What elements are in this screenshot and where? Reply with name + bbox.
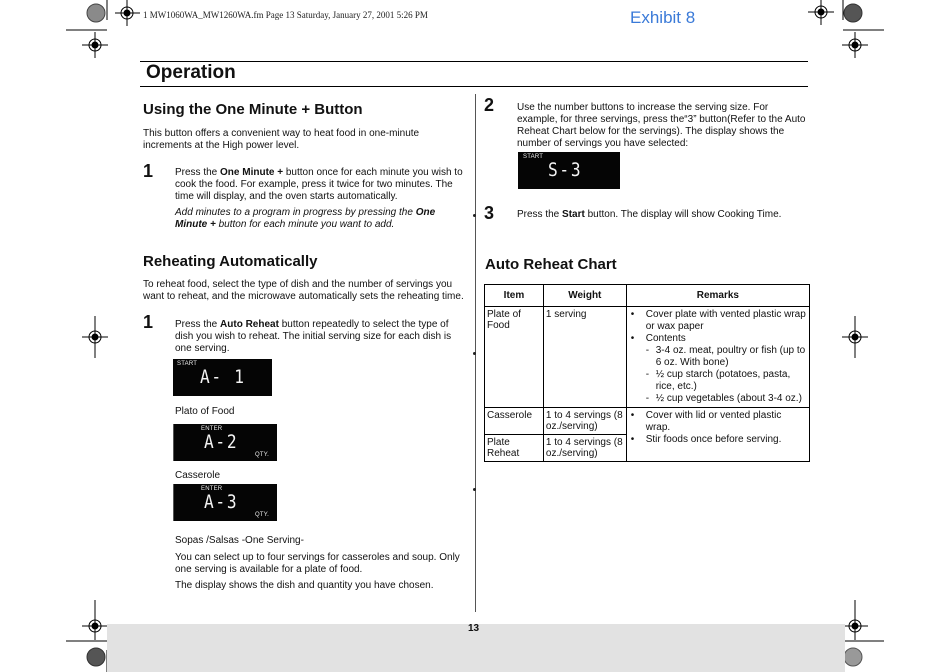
lcd-qty-label: QTY. <box>255 452 270 458</box>
title-rule-bottom <box>140 86 808 87</box>
column-header: Remarks <box>626 285 809 307</box>
weight-cell: 1 serving <box>543 307 626 408</box>
divider-dot <box>473 214 476 217</box>
one-minute-note: Add minutes to a program in progress by pressing the One Minute + button for each minute you want to add. <box>175 207 436 230</box>
column-header: Item <box>485 285 544 307</box>
item-cell: Plate of Food <box>485 307 544 408</box>
one-minute-intro: This button offers a convenient way to heat food in one-minute increments at the High power level. <box>143 128 420 151</box>
item-cell: Casserole <box>485 408 544 435</box>
file-header-line: 1 MW1060WA_MW1260WA.fm Page 13 Saturday, January 27, 2001 5:26 PM <box>143 10 428 20</box>
display-caption: Plato of Food <box>175 406 235 417</box>
table-header-row <box>485 285 810 307</box>
remark-subitem: - ½ cup vegetables (about 3-4 oz.) <box>629 393 807 405</box>
reheat-step1: Press the Auto Reheat button repeatedly to select the type of dish you wish to reheat. The initial serving size for each dish is one serving. <box>175 319 452 354</box>
remark-item: • Cover with lid or vented plastic wrap. <box>629 410 807 434</box>
lcd-value: A-2 <box>204 431 239 453</box>
remarks-cell <box>626 408 809 462</box>
auto-reheat-table <box>484 284 810 462</box>
lcd-display-soup <box>173 484 277 521</box>
reheat-intro: To reheat food, select the type of dish and the number of servings you want to reheat, and the microwave automatically sets the reheating time. <box>143 279 464 302</box>
lcd-start-label: START <box>523 154 544 160</box>
lcd-value: A-3 <box>204 491 239 513</box>
remark-item: • Contents <box>629 333 807 345</box>
remark-subitem: - 3-4 oz. meat, poultry or fish (up to 6 oz. With bone) <box>629 345 807 369</box>
title-rule-top <box>140 61 808 62</box>
lcd-display-plate <box>173 359 272 396</box>
column-header: Weight <box>543 285 626 307</box>
reheat-heading: Reheating Automatically <box>143 253 318 270</box>
chart-heading: Auto Reheat Chart <box>485 256 617 273</box>
servings-note: You can select up to four servings for casseroles and soup. Only one serving is available for a plate of food. <box>175 552 460 575</box>
weight-cell: 1 to 4 servings (8 oz./serving) <box>543 408 626 435</box>
page-number: 13 <box>468 623 480 634</box>
display-caption: Sopas /Salsas -One Serving- <box>175 535 304 546</box>
page-title: Operation <box>146 62 236 83</box>
weight-cell: 1 to 4 servings (8 oz./serving) <box>543 435 626 462</box>
lcd-enter-label: ENTER <box>201 486 223 492</box>
step-number: 1 <box>143 161 154 181</box>
lcd-value: A- 1 <box>200 366 246 388</box>
exhibit-label: Exhibit 8 <box>630 8 696 27</box>
display-caption: Casserole <box>175 470 221 481</box>
lcd-value: S-3 <box>548 159 583 181</box>
lcd-enter-label: ENTER <box>201 426 223 432</box>
reheat-step2: Use the number buttons to increase the serving size. For example, for three servings, press the“3” button(Refer to the Auto Reheat Chart below for the servings). The display shows the number of servings you have selected: <box>517 102 806 149</box>
item-cell: Plate Reheat <box>485 435 544 462</box>
one-minute-step1: Press the One Minute + button once for each minute you wish to cook the food. For example, press it twice for two minutes. The time will display, and the oven starts automatically. <box>175 167 463 202</box>
remark-item: • Stir foods once before serving. <box>629 434 807 446</box>
reheat-step3: Press the Start button. The display will show Cooking Time. <box>517 209 782 220</box>
step-number: 1 <box>143 312 154 332</box>
step-number: 3 <box>484 203 495 223</box>
table-row <box>485 307 810 408</box>
lcd-display-servings <box>518 152 620 189</box>
display-note: The display shows the dish and quantity you have chosen. <box>175 580 434 591</box>
table-row <box>485 408 810 435</box>
remark-item: • Cover plate with vented plastic wrap or wax paper <box>629 309 807 333</box>
remarks-cell <box>626 307 809 408</box>
lcd-display-casserole <box>173 424 277 461</box>
divider-dot <box>473 488 476 491</box>
step-number: 2 <box>484 95 495 115</box>
lcd-qty-label: QTY. <box>255 512 270 518</box>
remark-subitem: - ½ cup starch (potatoes, pasta, rice, etc.) <box>629 369 807 393</box>
one-minute-heading: Using the One Minute + Button <box>143 101 363 118</box>
divider-dot <box>473 352 476 355</box>
lcd-start-label: START <box>177 361 198 367</box>
